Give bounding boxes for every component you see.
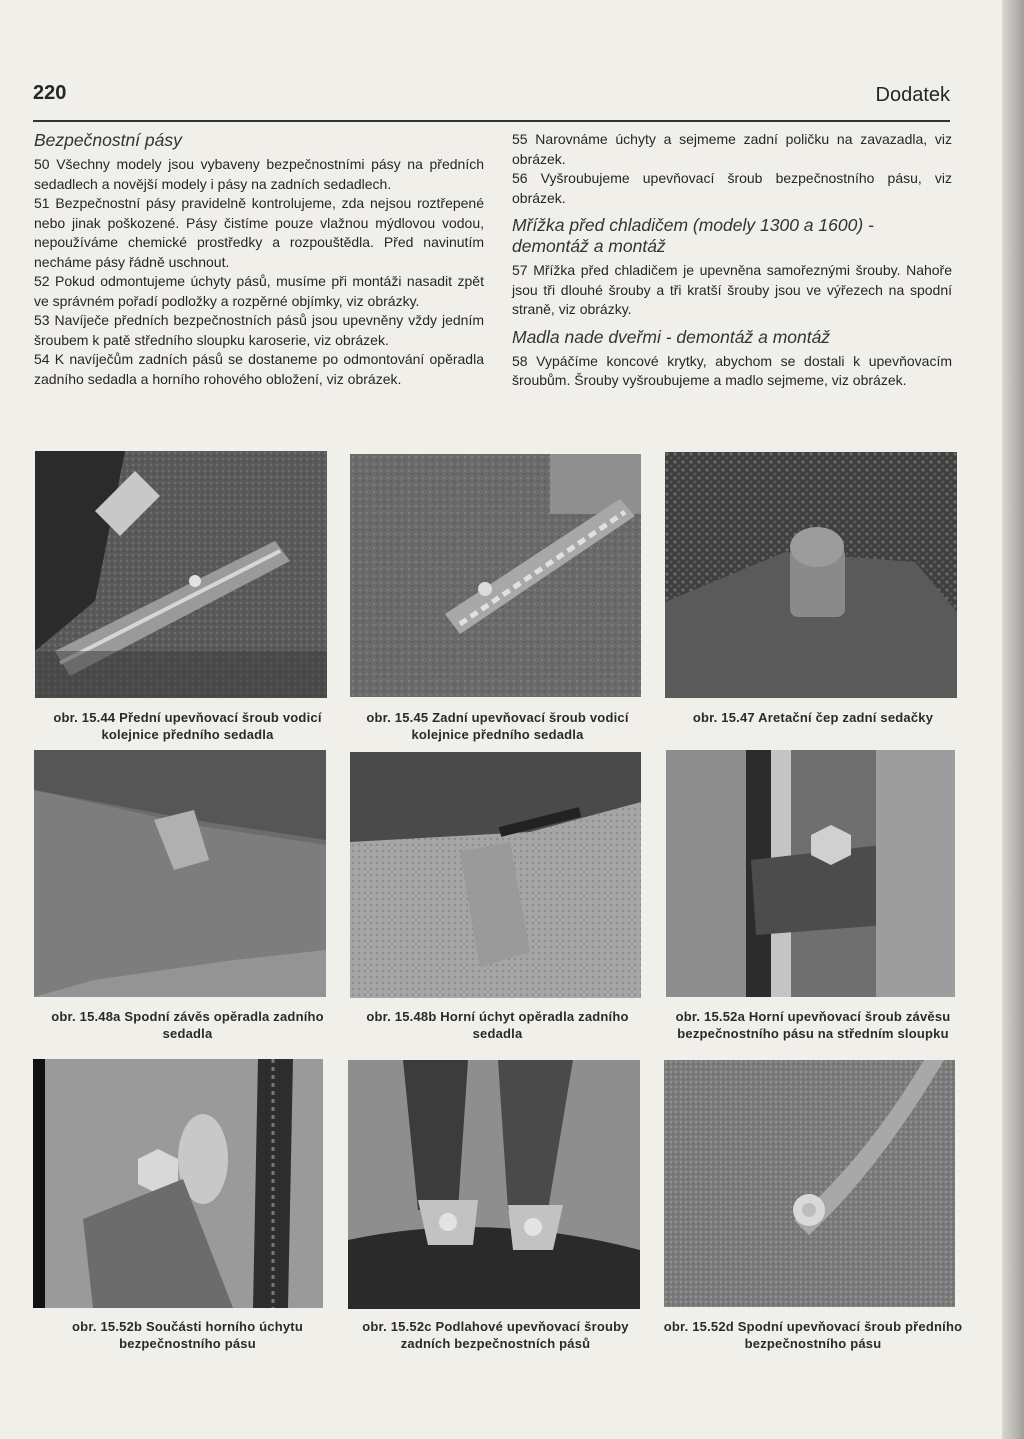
page-edge-shadow — [1002, 0, 1024, 1439]
left-text-column — [34, 130, 484, 389]
paragraph-55: 55 Narovnáme úchyty a sejmeme zadní poličku na zavazadla, viz obrázek. — [512, 131, 952, 167]
caption-15-52a: obr. 15.52a Horní upevňovací šroub závěsu bezpečnostního pásu na středním sloupku — [675, 1009, 951, 1041]
heading-grille: Mřížka před chladičem (modely 1300 a 1600) - demontáž a montáž — [512, 215, 874, 256]
caption-15-48b: obr. 15.48b Horní úchyt opěradla zadního sedadla — [366, 1009, 629, 1041]
caption-15-47: obr. 15.47 Aretační čep zadní sedačky — [692, 710, 934, 725]
paragraph-51: 51 Bezpečnostní pásy pravidelně kontrolujeme, zda nejsou roztřepené nebo jinak poškozené. Pásy čistíme pouze vlažnou mýdlovou vodou, nepoužíváme chemické prostředky a rozpouštědla. Před navinutím necháme pásy řádně uschnout. — [34, 195, 484, 270]
caption-15-48a: obr. 15.48a Spodní závěs opěradla zadního sedadla — [51, 1009, 324, 1041]
photo-15-47 — [665, 452, 957, 698]
heading-handles: Madla nade dveřmi - demontáž a montáž — [512, 326, 831, 347]
caption-15-52d: obr. 15.52d Spodní upevňovací šroub předního bezpečnostního pásu — [663, 1319, 963, 1351]
photo-15-52a — [666, 750, 955, 997]
heading-seat-belts: Bezpečnostní pásy — [34, 130, 182, 150]
caption-15-52c: obr. 15.52c Podlahové upevňovací šrouby zadních bezpečnostních pásů — [362, 1319, 629, 1351]
photo-15-52d — [664, 1060, 955, 1307]
photo-15-45 — [350, 454, 641, 697]
photo-15-48a — [34, 750, 326, 997]
caption-15-45: obr. 15.45 Zadní upevňovací šroub vodicí kolejnice předního sedadla — [366, 710, 629, 742]
section-title: Dodatek — [875, 84, 950, 106]
photo-15-52c — [348, 1060, 640, 1309]
paragraph-57: 57 Mřížka před chladičem je upevněna samořeznými šrouby. Nahoře jsou tři dlouhé šrouby a tři kratší šrouby jsou ve výřezech na spodní straně, viz obrázky. — [512, 262, 952, 317]
paragraph-58: 58 Vypáčíme koncové krytky, abychom se dostali k upevňovacím šroubům. Šrouby vyšroubujeme a madlo sejmeme, viz obrázek. — [512, 352, 952, 388]
photo-15-48b — [350, 752, 641, 998]
paragraph-53: 53 Navíječe předních bezpečnostních pásů jsou upevněny vždy jedním šroubem k patě středního sloupku karoserie, viz obrázek. — [34, 312, 484, 348]
photo-15-44 — [35, 451, 327, 698]
right-text-column — [512, 130, 952, 391]
page-number: 220 — [33, 82, 67, 104]
paragraph-54: 54 K navíječům zadních pásů se dostaneme po odmontování opěradla zadního sedadla a horního rohového obložení, viz obrázek. — [34, 351, 484, 387]
paragraph-52: 52 Pokud odmontujeme úchyty pásů, musíme při montáži nasadit zpět ve správném pořadí podložky a rozpěrné objímky, viz obrázky. — [34, 273, 484, 309]
paragraph-50: 50 Všechny modely jsou vybaveny bezpečnostními pásy na předních sedadlech a novější modely i pásy na zadních sedadlech. — [34, 156, 484, 192]
photo-15-52b — [33, 1059, 323, 1308]
caption-15-44: obr. 15.44 Přední upevňovací šroub vodicí kolejnice předního sedadla — [53, 710, 322, 742]
paragraph-56: 56 Vyšroubujeme upevňovací šroub bezpečnostního pásu, viz obrázek. — [512, 170, 952, 206]
caption-15-52b: obr. 15.52b Součásti horního úchytu bezpečnostního pásu — [72, 1319, 303, 1351]
page-header — [33, 80, 950, 122]
